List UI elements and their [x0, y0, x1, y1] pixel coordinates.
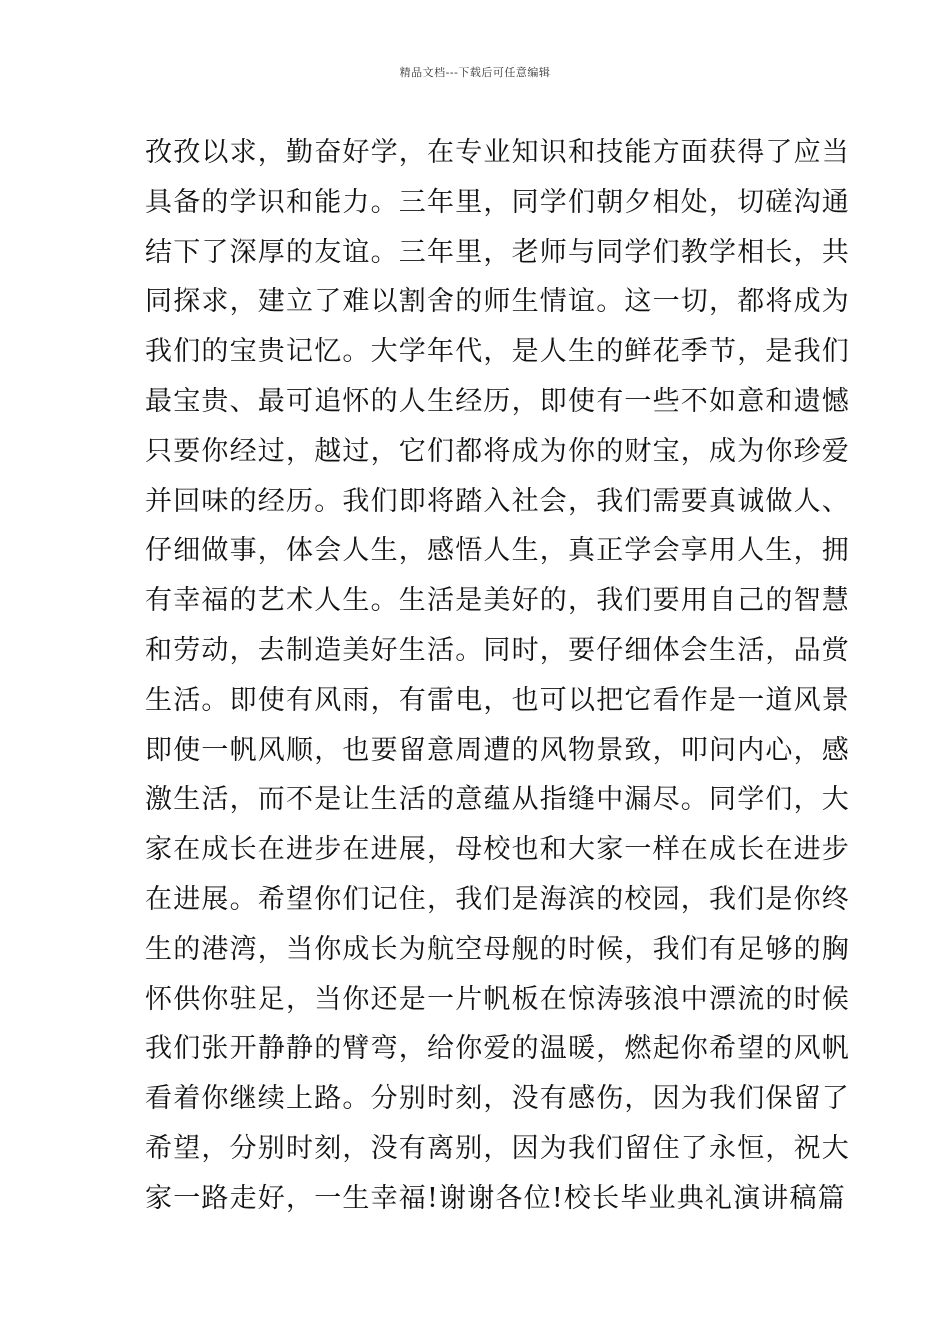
text-line: 我们的宝贵记忆。大学年代，是人生的鲜花季节，是我们 — [145, 336, 850, 368]
text-line: 在进展。希望你们记住，我们是海滨的校园，我们是你终 — [145, 883, 850, 915]
body-text — [145, 128, 850, 1224]
text-line: 我们张开静静的臂弯，给你爱的温暖，燃起你希望的风帆 — [145, 1033, 850, 1065]
text-line: 激生活，而不是让生活的意蕴从指缝中漏尽。同学们，大 — [145, 784, 850, 816]
text-line: 生活。即使有风雨，有雷电，也可以把它看作是一道风景 — [145, 684, 850, 716]
text-line: 即使一帆风顺，也要留意周遭的风物景致，叩问内心，感 — [145, 734, 850, 766]
page-header: 精品文档---下载后可任意编辑 — [399, 66, 551, 79]
text-line: 同探求，建立了难以割舍的师生情谊。这一切，都将成为 — [145, 286, 850, 318]
text-line: 家一路走好，一生幸福!谢谢各位!校长毕业典礼演讲稿篇 — [145, 1182, 846, 1214]
text-line: 看着你继续上路。分别时刻，没有感伤，因为我们保留了 — [145, 1083, 850, 1115]
text-line: 仔细做事，体会人生，感悟人生，真正学会享用人生，拥 — [145, 535, 850, 567]
text-line: 怀供你驻足，当你还是一片帆板在惊涛骇浪中漂流的时候 — [145, 983, 850, 1015]
text-line: 和劳动，去制造美好生活。同时，要仔细体会生活，品赏 — [145, 634, 850, 666]
text-line: 生的港湾，当你成长为航空母舰的时候，我们有足够的胸 — [145, 933, 850, 965]
text-line: 家在成长在进步在进展，母校也和大家一样在成长在进步 — [145, 834, 850, 866]
text-line: 最宝贵、最可追怀的人生经历，即使有一些不如意和遗憾 — [145, 385, 850, 417]
text-line: 孜孜以求，勤奋好学，在专业知识和技能方面获得了应当 — [145, 137, 850, 168]
text-line: 具备的学识和能力。三年里，同学们朝夕相处，切磋沟通 — [145, 186, 850, 218]
text-line: 希望，分别时刻，没有离别，因为我们留住了永恒，祝大 — [145, 1132, 850, 1164]
text-line: 并回味的经历。我们即将踏入社会，我们需要真诚做人、 — [145, 485, 850, 517]
text-line: 有幸福的艺术人生。生活是美好的，我们要用自己的智慧 — [145, 585, 850, 617]
text-line: 结下了深厚的友谊。三年里，老师与同学们教学相长，共 — [145, 236, 850, 268]
text-line: 只要你经过，越过，它们都将成为你的财宝，成为你珍爱 — [145, 435, 850, 467]
